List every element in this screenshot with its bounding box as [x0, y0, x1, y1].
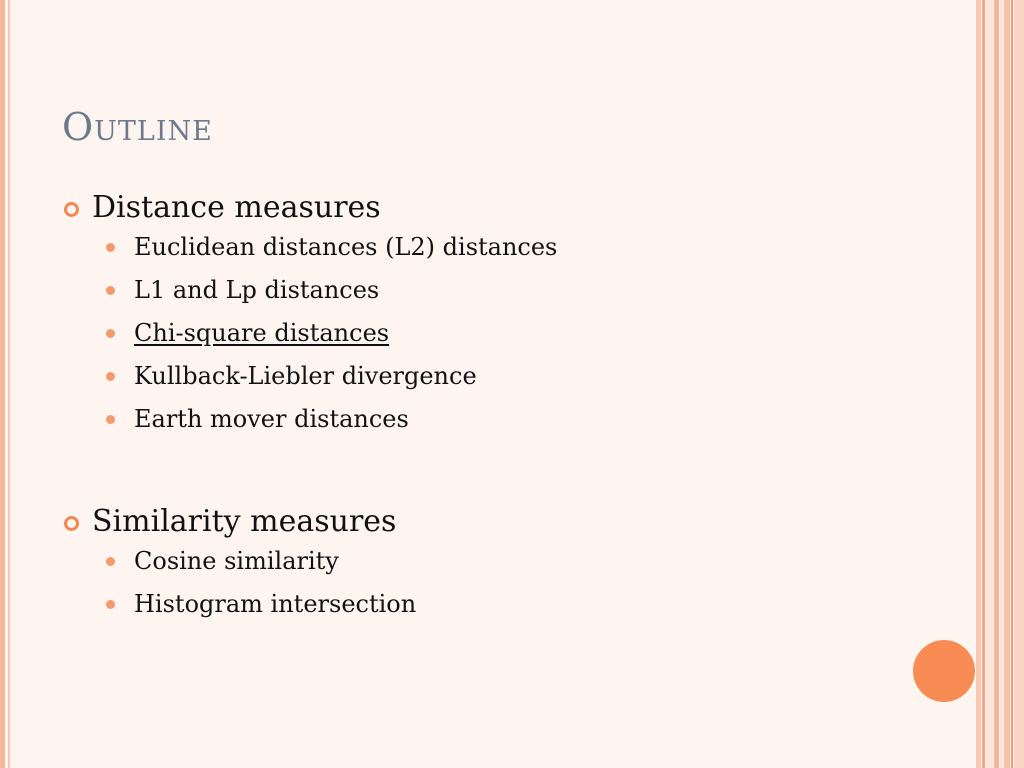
section-distance-measures — [62, 190, 557, 447]
dot-bullet-icon — [106, 372, 115, 381]
section-heading-label: Distance measures — [92, 190, 381, 225]
dot-bullet-icon — [106, 329, 115, 338]
list-item — [62, 361, 557, 391]
bullet-list — [62, 232, 557, 434]
section-heading-label: Similarity measures — [92, 504, 397, 539]
list-item — [62, 318, 557, 348]
right-band — [1004, 0, 1010, 768]
list-item-label: Histogram intersection — [134, 590, 417, 618]
list-item — [62, 404, 557, 434]
left-border-thin-stripe — [8, 0, 10, 768]
slide-title: Outline — [62, 105, 213, 149]
dot-bullet-icon — [106, 557, 115, 566]
list-item — [62, 589, 416, 619]
list-item-label: L1 and Lp distances — [134, 276, 380, 304]
right-band — [994, 0, 999, 768]
list-item-label: Euclidean distances (L2) distances — [134, 233, 558, 261]
list-item — [62, 546, 416, 576]
right-band — [1000, 0, 1003, 768]
list-item — [62, 275, 557, 305]
list-item-label: Cosine similarity — [134, 547, 339, 575]
right-band — [982, 0, 985, 768]
section-heading — [62, 504, 416, 540]
list-item — [62, 232, 557, 262]
section-similarity-measures — [62, 504, 416, 632]
bullet-list — [62, 546, 416, 619]
dot-bullet-icon — [106, 243, 115, 252]
list-item-link[interactable]: Chi-square distances — [134, 319, 390, 347]
dot-bullet-icon — [106, 286, 115, 295]
right-decorative-bands — [976, 0, 1024, 768]
dot-bullet-icon — [106, 600, 115, 609]
section-heading — [62, 190, 557, 226]
list-item-label: Kullback-Liebler divergence — [134, 362, 477, 390]
dot-bullet-icon — [106, 415, 115, 424]
ring-bullet-icon — [64, 202, 79, 217]
right-band — [1011, 0, 1013, 768]
list-item-label: Earth mover distances — [134, 405, 409, 433]
left-border-stripe — [0, 0, 5, 768]
right-band — [1014, 0, 1024, 768]
right-band — [976, 0, 981, 768]
orange-circle — [913, 640, 975, 702]
ring-bullet-icon — [64, 516, 79, 531]
right-band — [986, 0, 993, 768]
